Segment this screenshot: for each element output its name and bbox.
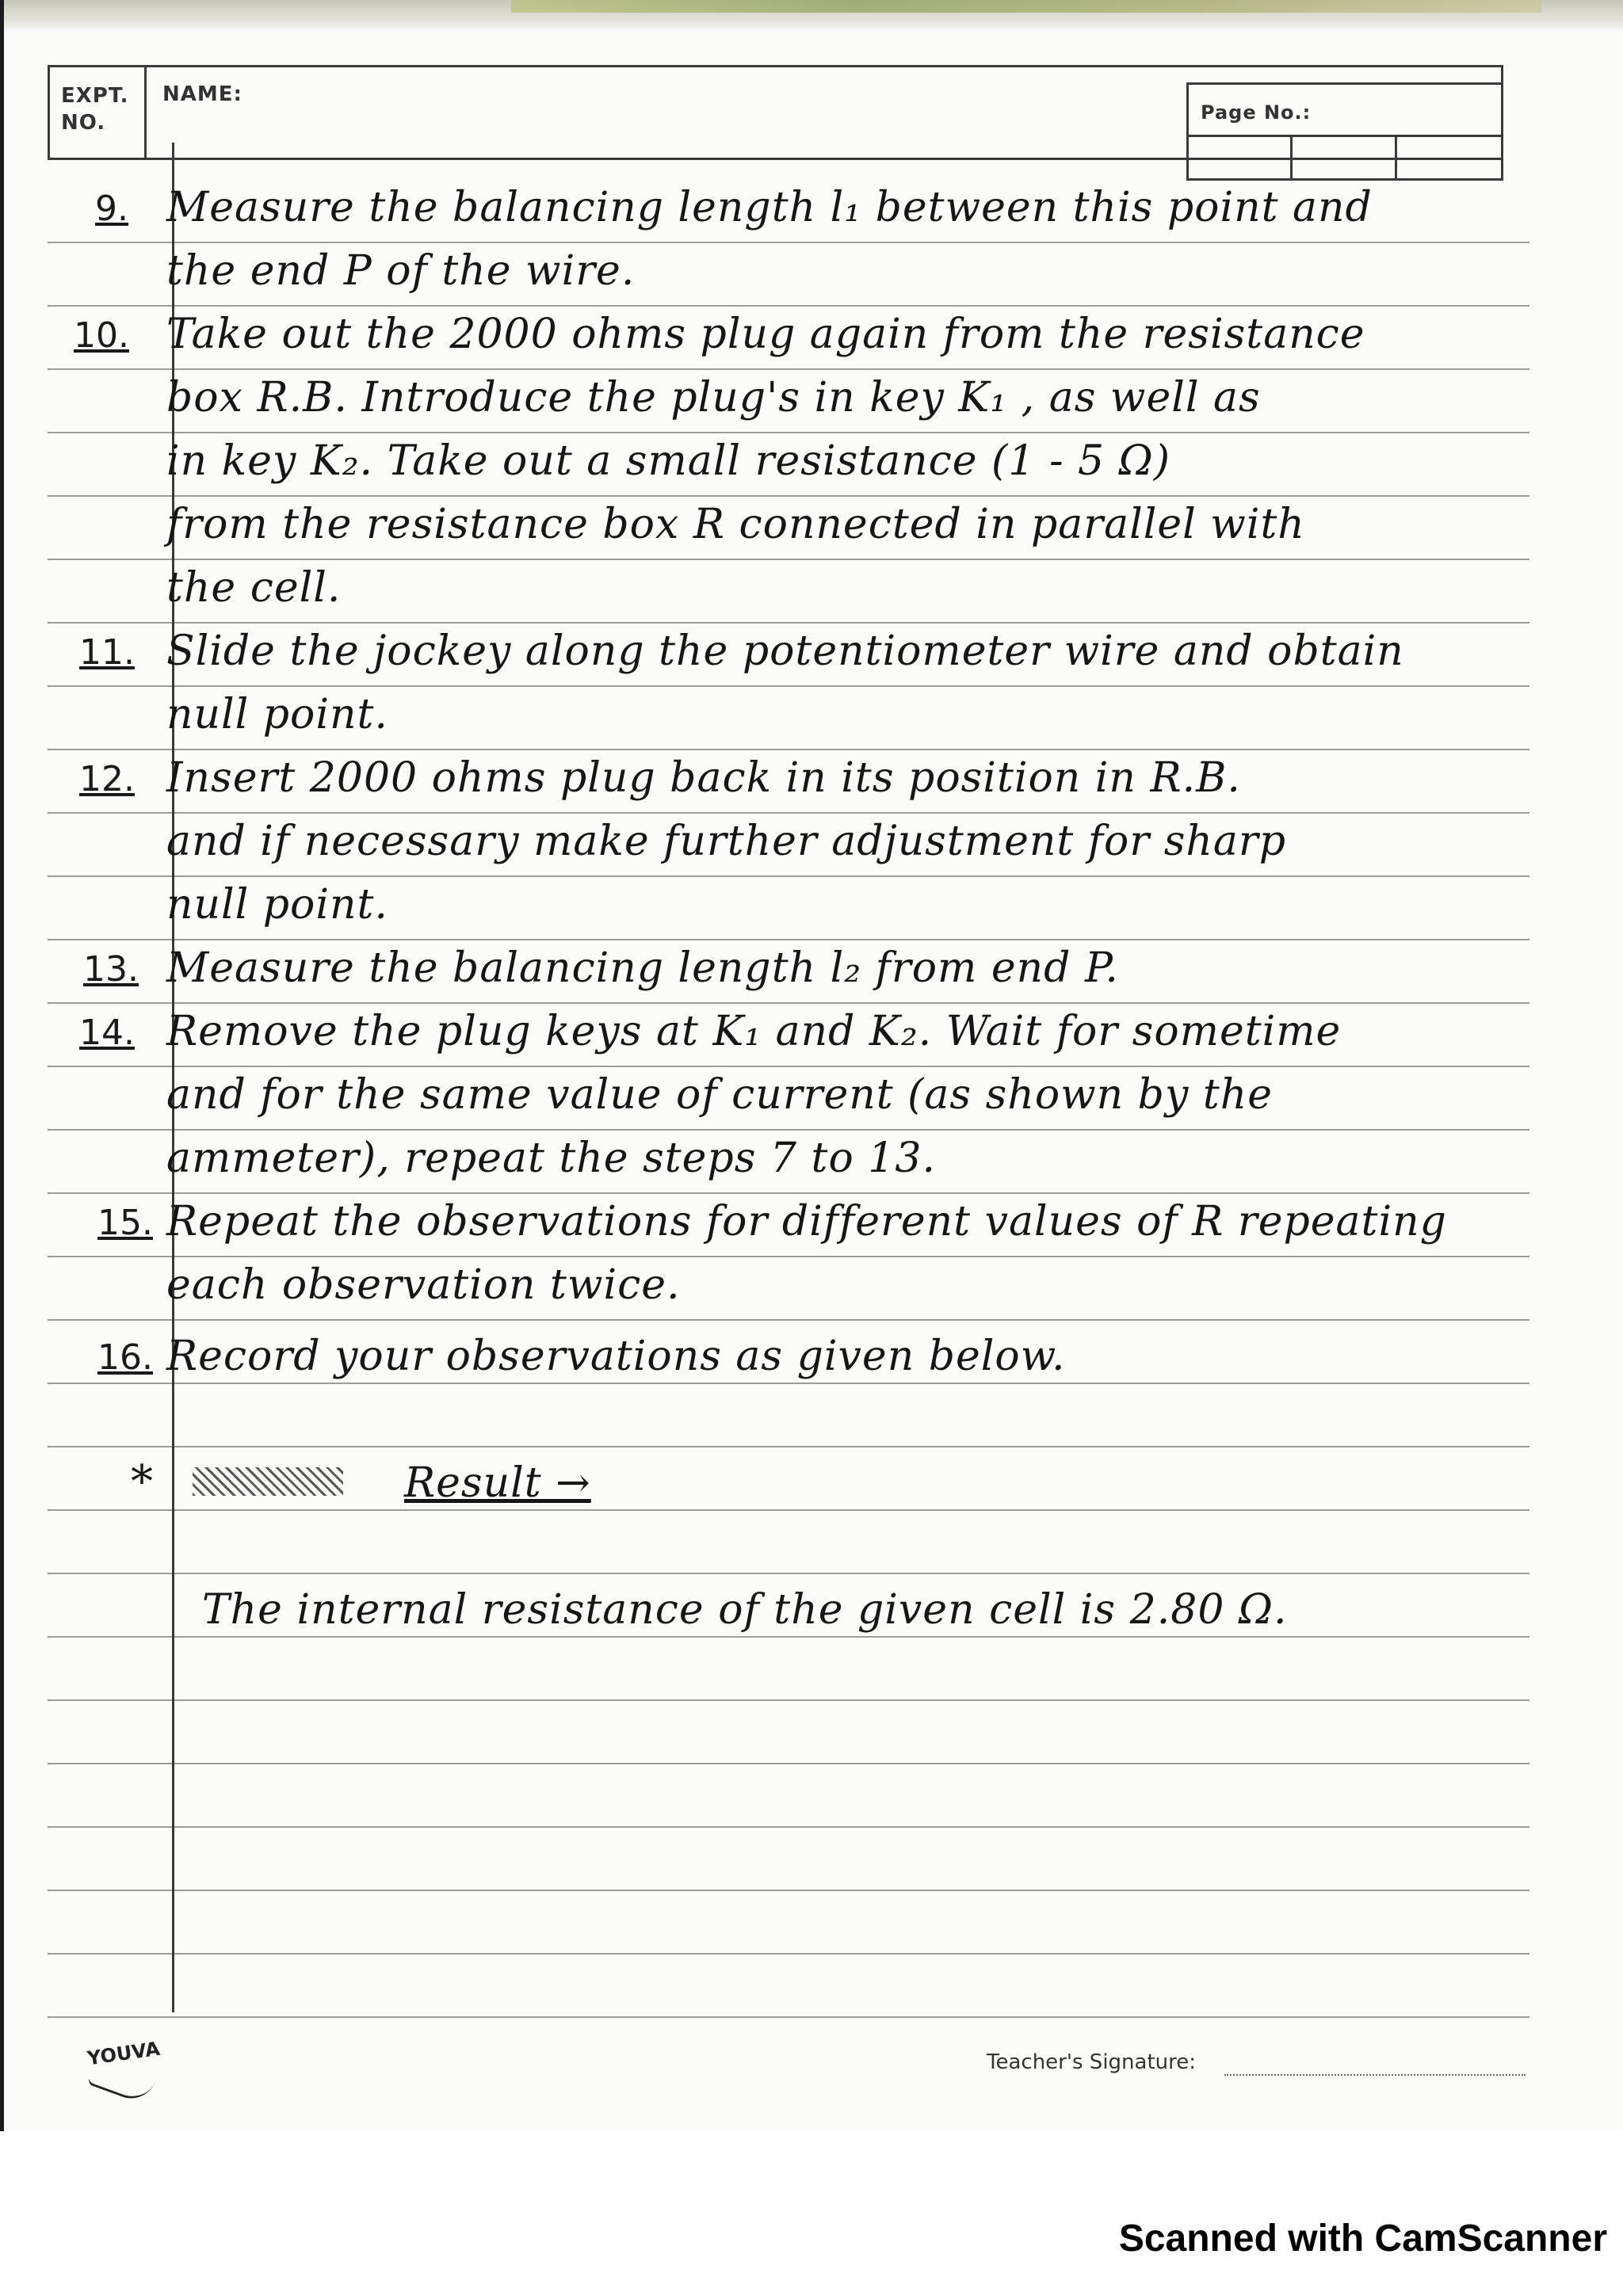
step-text-line: each observation twice. <box>166 1261 681 1309</box>
step-text-line: the cell. <box>166 564 342 612</box>
step-text-line: Remove the plug keys at K₁ and K₂. Wait for sometime <box>166 1008 1342 1055</box>
step-number: 15. <box>97 1203 153 1243</box>
rule-line <box>48 368 1529 370</box>
step-text-line: from the resistance box R connected in parallel with <box>166 501 1305 548</box>
rule-line <box>48 2016 1529 2018</box>
rule-line <box>48 1953 1529 1955</box>
signature-line <box>1224 2074 1526 2076</box>
name-label: NAME: <box>162 82 242 106</box>
page-no-cell-1 <box>1186 135 1293 181</box>
step-number: 13. <box>83 949 139 990</box>
rule-line <box>48 1066 1529 1067</box>
rule-line <box>48 1256 1529 1257</box>
rule-line <box>48 1636 1529 1638</box>
step-text-line: null point. <box>166 691 388 738</box>
step-text-line: and for the same value of current (as shown by the <box>166 1071 1274 1119</box>
page-no-cell-3 <box>1395 135 1503 181</box>
step-text-line: Slide the jockey along the potentiometer wire and obtain <box>166 627 1404 675</box>
step-text-line: Measure the balancing length l₁ between this point and <box>166 184 1373 231</box>
result-text: The internal resistance of the given cell is 2.80 Ω. <box>202 1586 1288 1634</box>
step-number: 12. <box>79 759 135 799</box>
step-text-line: box R.B. Introduce the plug's in key K₁ , as well as <box>166 374 1261 421</box>
step-number: 14. <box>79 1013 135 1053</box>
step-number: 16. <box>97 1337 153 1378</box>
rule-line <box>48 1509 1529 1511</box>
rule-line <box>48 1826 1529 1828</box>
rule-line <box>48 1383 1529 1384</box>
rule-line <box>48 495 1529 497</box>
step-number: 10. <box>74 315 129 356</box>
page-no-cell-2 <box>1290 135 1397 181</box>
step-number: 11. <box>79 632 135 673</box>
step-text-line: Take out the 2000 ohms plug again from the resistance <box>166 311 1365 358</box>
rule-line <box>48 305 1529 307</box>
bullet-star: * <box>131 1456 153 1508</box>
teacher-signature-label: Teacher's Signature: <box>987 2050 1196 2074</box>
rule-line <box>48 1002 1529 1004</box>
rule-line <box>48 242 1529 243</box>
rule-line <box>48 1129 1529 1131</box>
scanner-watermark: Scanned with CamScanner <box>1118 2218 1607 2260</box>
rule-line <box>48 939 1529 940</box>
rule-line <box>48 432 1529 433</box>
step-text-line: and if necessary make further adjustment for sharp <box>166 818 1287 865</box>
step-text-line: in key K₂. Take out a small resistance (1 - 5 Ω) <box>166 437 1171 485</box>
sheet-top-edge <box>4 0 1623 32</box>
rule-line <box>48 1890 1529 1891</box>
rule-line <box>48 812 1529 814</box>
rule-line <box>48 622 1529 624</box>
step-text-line: Record your observations as given below. <box>166 1333 1066 1380</box>
step-text-line: the end P of the wire. <box>166 247 636 295</box>
page-no-label: Page No.: <box>1201 101 1312 124</box>
rule-line <box>48 749 1529 750</box>
rule-line <box>48 1573 1529 1574</box>
rule-line <box>48 685 1529 687</box>
step-text-line: ammeter), repeat the steps 7 to 13. <box>166 1135 936 1182</box>
crossed-out-word <box>193 1467 343 1496</box>
step-text-line: null point. <box>166 881 388 929</box>
step-text-line: Repeat the observations for different values of R repeating <box>166 1198 1447 1245</box>
expt-no-label: EXPT. NO. <box>61 84 129 135</box>
step-text-line: Insert 2000 ohms plug back in its position in R.B. <box>166 754 1241 802</box>
result-heading: Result → <box>404 1459 591 1507</box>
rule-line <box>48 1319 1529 1321</box>
rule-line <box>48 1763 1529 1764</box>
rule-line <box>48 1699 1529 1701</box>
step-number: 9. <box>95 189 128 229</box>
brand-logo: YOUVA <box>86 2037 162 2070</box>
rule-line <box>48 1192 1529 1194</box>
rule-line <box>48 875 1529 877</box>
rule-line <box>48 559 1529 560</box>
step-text-line: Measure the balancing length l₂ from end P. <box>166 944 1119 992</box>
logo-swoosh-icon <box>87 2059 155 2105</box>
rule-line <box>48 1446 1529 1447</box>
